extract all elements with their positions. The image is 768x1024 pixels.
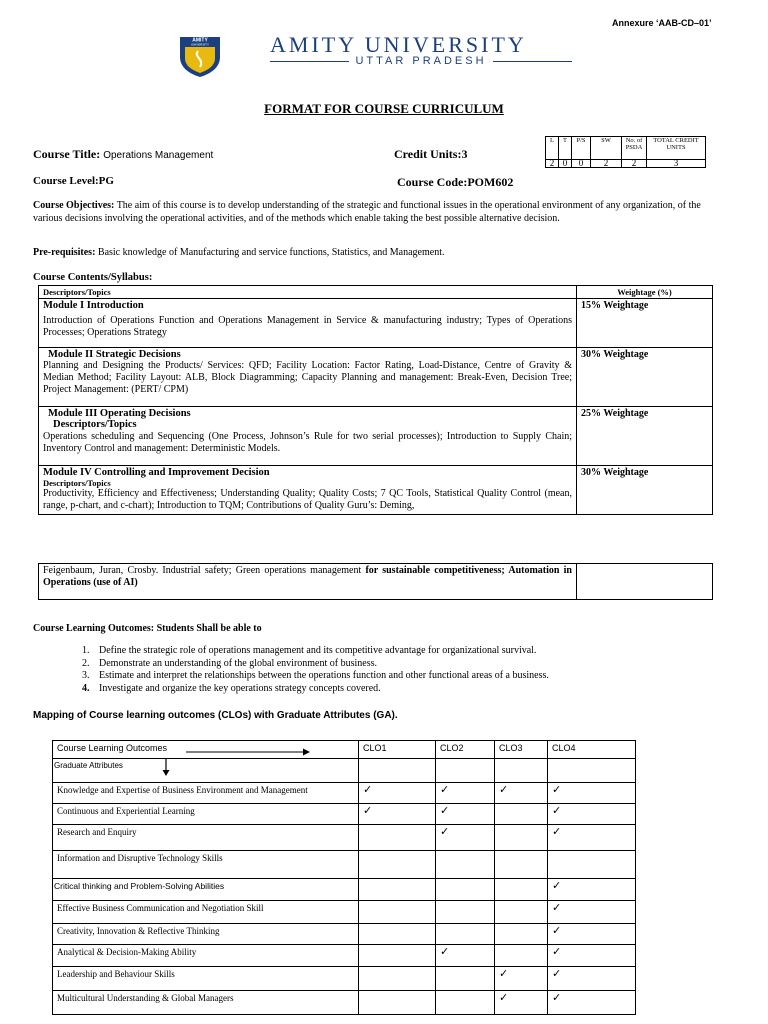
clo1-cell bbox=[359, 825, 436, 851]
mapping-row bbox=[53, 924, 636, 945]
clo4-cell bbox=[548, 804, 636, 825]
clo2-cell bbox=[436, 804, 495, 825]
course-title-label: Course Title: bbox=[33, 147, 101, 161]
clo3-cell bbox=[495, 879, 548, 901]
module-1-weightage: 15% Weightage bbox=[577, 299, 713, 348]
checkmark-icon: ✓ bbox=[552, 880, 562, 892]
checkmark-icon: ✓ bbox=[440, 784, 450, 796]
checkmark-icon: ✓ bbox=[440, 805, 450, 817]
course-objectives bbox=[33, 200, 705, 225]
credit-units: Credit Units:3 bbox=[394, 147, 468, 161]
credit-table bbox=[545, 136, 706, 168]
clo2-cell bbox=[436, 901, 495, 924]
credit-value-psda: 2 bbox=[622, 160, 647, 168]
module-2-content: Planning and Designing the Products/ Services: QFD; Facility Location: Factor Rating, Load-Distance, Centre of Gravity & Median Method; Facility Layout: ALB, Block Diagramming; Capacity Planning and management: Break-Even, Decision Tree; Project Management: (PERT/ CPM) bbox=[43, 360, 572, 395]
module-1-title: Module I Introduction bbox=[43, 300, 144, 311]
checkmark-icon: ✓ bbox=[363, 805, 373, 817]
course-code: Course Code:POM602 bbox=[397, 175, 514, 189]
checkmark-icon: ✓ bbox=[440, 946, 450, 958]
clo2-cell bbox=[436, 945, 495, 967]
checkmark-icon: ✓ bbox=[440, 826, 450, 838]
graduate-attribute-label: Creativity, Innovation & Reflective Thinking bbox=[53, 924, 359, 945]
mapping-row bbox=[53, 901, 636, 924]
mapping-rows bbox=[53, 783, 636, 1015]
mapping-row bbox=[53, 991, 636, 1015]
university-location: UTTAR PRADESH bbox=[355, 55, 487, 67]
credit-value-l: 2 bbox=[546, 160, 559, 168]
module-3-subheading: Descriptors/Topics bbox=[53, 419, 137, 430]
outcome-item: 1. Define the strategic role of operations management and its competitive advantage for organizational survival. bbox=[82, 645, 537, 656]
svg-text:UNIVERSITY: UNIVERSITY bbox=[190, 42, 210, 47]
credit-value-t: 0 bbox=[559, 160, 572, 168]
clo2-cell bbox=[436, 825, 495, 851]
continuation-text: Feigenbaum, Juran, Crosby. Industrial safety; Green operations management bbox=[43, 565, 362, 576]
prereq-text: Basic knowledge of Manufacturing and service functions, Statistics, and Management. bbox=[97, 247, 445, 258]
mapping-row bbox=[53, 945, 636, 967]
continuation-cell bbox=[39, 564, 577, 600]
clo3-header: CLO3 bbox=[495, 741, 548, 759]
clo3-cell bbox=[495, 901, 548, 924]
prerequisites bbox=[33, 247, 444, 258]
clo1-cell bbox=[359, 879, 436, 901]
mapping-row bbox=[53, 879, 636, 901]
clo4-header: CLO4 bbox=[548, 741, 636, 759]
module-4-weightage: 30% Weightage bbox=[577, 466, 713, 515]
module-4-subheading: Descriptors/Topics bbox=[43, 478, 111, 488]
credit-header-psda: No. of PSDA bbox=[622, 137, 647, 160]
empty-cell bbox=[548, 759, 636, 783]
outcome-item: 3. Estimate and interpret the relationships between the operations function and other functional areas of a business. bbox=[82, 670, 549, 681]
corner-top-label: Course Learning Outcomes bbox=[57, 743, 168, 753]
module-4-row bbox=[39, 466, 713, 515]
module-3-weightage: 25% Weightage bbox=[577, 407, 713, 466]
clo3-cell bbox=[495, 967, 548, 991]
credit-value-ps: 0 bbox=[572, 160, 591, 168]
divider bbox=[493, 61, 572, 62]
clo2-cell bbox=[436, 967, 495, 991]
module-1-content: Introduction of Operations Function and Operations Management in Service & manufacturing industry; Types of Operations Processes; Operations Strategy bbox=[43, 315, 572, 338]
credit-header-ps: P/S bbox=[572, 137, 591, 160]
clo1-cell bbox=[359, 901, 436, 924]
learning-outcomes-title: Course Learning Outcomes: Students Shall be able to bbox=[33, 623, 262, 634]
graduate-attribute-label: Leadership and Behaviour Skills bbox=[53, 967, 359, 991]
topics-column-header: Descriptors/Topics bbox=[39, 286, 577, 299]
clo4-cell bbox=[548, 879, 636, 901]
clo2-cell bbox=[436, 879, 495, 901]
clo3-cell bbox=[495, 804, 548, 825]
clo3-cell bbox=[495, 991, 548, 1015]
clo1-cell bbox=[359, 804, 436, 825]
clo3-cell bbox=[495, 851, 548, 879]
checkmark-icon: ✓ bbox=[363, 784, 373, 796]
checkmark-icon: ✓ bbox=[499, 992, 509, 1004]
graduate-attribute-label: Effective Business Communication and Negotiation Skill bbox=[53, 901, 359, 924]
checkmark-icon: ✓ bbox=[499, 968, 509, 980]
mapping-corner-top bbox=[53, 741, 359, 759]
checkmark-icon: ✓ bbox=[552, 968, 562, 980]
university-name: AMITY UNIVERSITY bbox=[270, 32, 527, 57]
format-title: FORMAT FOR COURSE CURRICULUM bbox=[264, 101, 504, 116]
outcome-item: 4. Investigate and organize the key operations strategy concepts covered. bbox=[82, 682, 381, 694]
clo4-cell bbox=[548, 783, 636, 804]
clo3-cell bbox=[495, 783, 548, 804]
credit-header-sw: SW bbox=[591, 137, 622, 160]
graduate-attribute-label: Analytical & Decision-Making Ability bbox=[53, 945, 359, 967]
module-3-title: Module III Operating Decisions bbox=[48, 408, 191, 419]
credit-header-total: TOTAL CREDIT UNITS bbox=[647, 137, 706, 160]
clo3-cell bbox=[495, 924, 548, 945]
clo1-cell bbox=[359, 945, 436, 967]
corner-bottom-label: Graduate Attributes bbox=[54, 761, 123, 770]
university-location-line bbox=[270, 55, 572, 67]
credit-header-l: L bbox=[546, 137, 559, 160]
checkmark-icon: ✓ bbox=[552, 805, 562, 817]
outcome-1-text: Define the strategic role of operations management and its competitive advantage for organizational survival. bbox=[99, 645, 537, 656]
prereq-label: Pre-requisites: bbox=[33, 247, 96, 258]
mapping-title: Mapping of Course learning outcomes (CLOs) with Graduate Attributes (GA). bbox=[33, 710, 398, 721]
clo2-header: CLO2 bbox=[436, 741, 495, 759]
empty-cell bbox=[436, 759, 495, 783]
clo1-header: CLO1 bbox=[359, 741, 436, 759]
checkmark-icon: ✓ bbox=[552, 784, 562, 796]
clo-ga-mapping-table bbox=[52, 740, 636, 1015]
clo4-cell bbox=[548, 825, 636, 851]
course-title bbox=[33, 147, 213, 162]
contents-label: Course Contents/Syllabus: bbox=[33, 272, 153, 283]
graduate-attribute-label: Research and Enquiry bbox=[53, 825, 359, 851]
outcome-2-text: Demonstrate an understanding of the global environment of business. bbox=[99, 657, 377, 669]
mapping-row bbox=[53, 804, 636, 825]
module-2-title: Module II Strategic Decisions bbox=[48, 349, 181, 360]
module-1-row bbox=[39, 299, 713, 348]
empty-cell bbox=[359, 759, 436, 783]
module-2-row bbox=[39, 348, 713, 407]
clo4-cell bbox=[548, 901, 636, 924]
graduate-attribute-label: Knowledge and Expertise of Business Environment and Management bbox=[53, 783, 359, 804]
clo1-cell bbox=[359, 967, 436, 991]
graduate-attribute-label: Multicultural Understanding & Global Managers bbox=[53, 991, 359, 1015]
outcome-3-text: Estimate and interpret the relationships between the operations function and other functional areas of a business. bbox=[99, 670, 549, 681]
svg-text:AMITY: AMITY bbox=[192, 37, 208, 44]
divider bbox=[270, 61, 349, 62]
mapping-row bbox=[53, 783, 636, 804]
mapping-corner-bottom bbox=[53, 759, 359, 783]
clo2-cell bbox=[436, 783, 495, 804]
clo2-cell bbox=[436, 851, 495, 879]
learning-outcomes-list bbox=[82, 645, 549, 695]
credit-header-t: T bbox=[559, 137, 572, 160]
graduate-attribute-label: Continuous and Experiential Learning bbox=[53, 804, 359, 825]
mapping-row bbox=[53, 825, 636, 851]
module-3-row bbox=[39, 407, 713, 466]
checkmark-icon: ✓ bbox=[552, 925, 562, 937]
graduate-attribute-label: Information and Disruptive Technology Skills bbox=[53, 851, 359, 879]
graduate-attribute-label: Critical thinking and Problem-Solving Abilities bbox=[53, 879, 359, 901]
mapping-row bbox=[53, 967, 636, 991]
course-level: Course Level:PG bbox=[33, 175, 114, 187]
clo3-cell bbox=[495, 825, 548, 851]
credit-value-sw: 2 bbox=[591, 160, 622, 168]
clo4-cell bbox=[548, 924, 636, 945]
continuation-bold-text: for sustainable competitiveness; Automation in Operations (use of AI) bbox=[43, 565, 572, 588]
checkmark-icon: ✓ bbox=[552, 826, 562, 838]
objectives-text: The aim of this course is to develop understanding of the strategic and functional issues in the operational environment of any organization, of the various decisions involving the operational activities, and of the methods which enable taking the best possible alternative decision. bbox=[33, 200, 701, 224]
continuation-weightage-cell bbox=[577, 564, 713, 600]
module-2-weightage: 30% Weightage bbox=[577, 348, 713, 407]
outcome-4-text: Investigate and organize the key operations strategy concepts covered. bbox=[99, 682, 381, 694]
right-arrow-icon bbox=[186, 748, 311, 756]
checkmark-icon: ✓ bbox=[499, 784, 509, 796]
course-title-value: Operations Management bbox=[103, 150, 214, 161]
syllabus-table bbox=[38, 285, 713, 515]
module-4-content: Productivity, Efficiency and Effectiveness; Understanding Quality; Quality Costs; 7 QC Tools, Statistical Quality Control (mean, range, p-chart, and c-chart); Introduction to TQM; Contributions of Quality Guru’s: Deming, bbox=[43, 488, 572, 511]
credit-value-total: 3 bbox=[647, 160, 706, 168]
clo1-cell bbox=[359, 991, 436, 1015]
checkmark-icon: ✓ bbox=[552, 992, 562, 1004]
mapping-row bbox=[53, 851, 636, 879]
outcome-item: 2. Demonstrate an understanding of the global environment of business. bbox=[82, 657, 377, 669]
clo4-cell bbox=[548, 991, 636, 1015]
clo3-cell bbox=[495, 945, 548, 967]
module-3-content: Operations scheduling and Sequencing (One Process, Johnson’s Rule for two serial processes); Introduction to Supply Chain; Inventory Control and management: Deterministic Models. bbox=[43, 431, 572, 454]
annexure-label: Annexure ‘AAB-CD–01’ bbox=[612, 18, 712, 28]
clo4-cell bbox=[548, 945, 636, 967]
checkmark-icon: ✓ bbox=[552, 946, 562, 958]
weightage-column-header: Weightage (%) bbox=[577, 286, 713, 299]
syllabus-continuation-table bbox=[38, 563, 713, 600]
module-4-title: Module IV Controlling and Improvement Decision bbox=[43, 467, 270, 478]
down-arrow-icon bbox=[162, 759, 170, 777]
clo1-cell bbox=[359, 851, 436, 879]
checkmark-icon: ✓ bbox=[552, 902, 562, 914]
clo4-cell bbox=[548, 851, 636, 879]
empty-cell bbox=[495, 759, 548, 783]
clo2-cell bbox=[436, 991, 495, 1015]
objectives-label: Course Objectives: bbox=[33, 200, 115, 211]
clo4-cell bbox=[548, 967, 636, 991]
clo1-cell bbox=[359, 924, 436, 945]
clo1-cell bbox=[359, 783, 436, 804]
amity-crest-logo bbox=[175, 33, 225, 77]
clo2-cell bbox=[436, 924, 495, 945]
